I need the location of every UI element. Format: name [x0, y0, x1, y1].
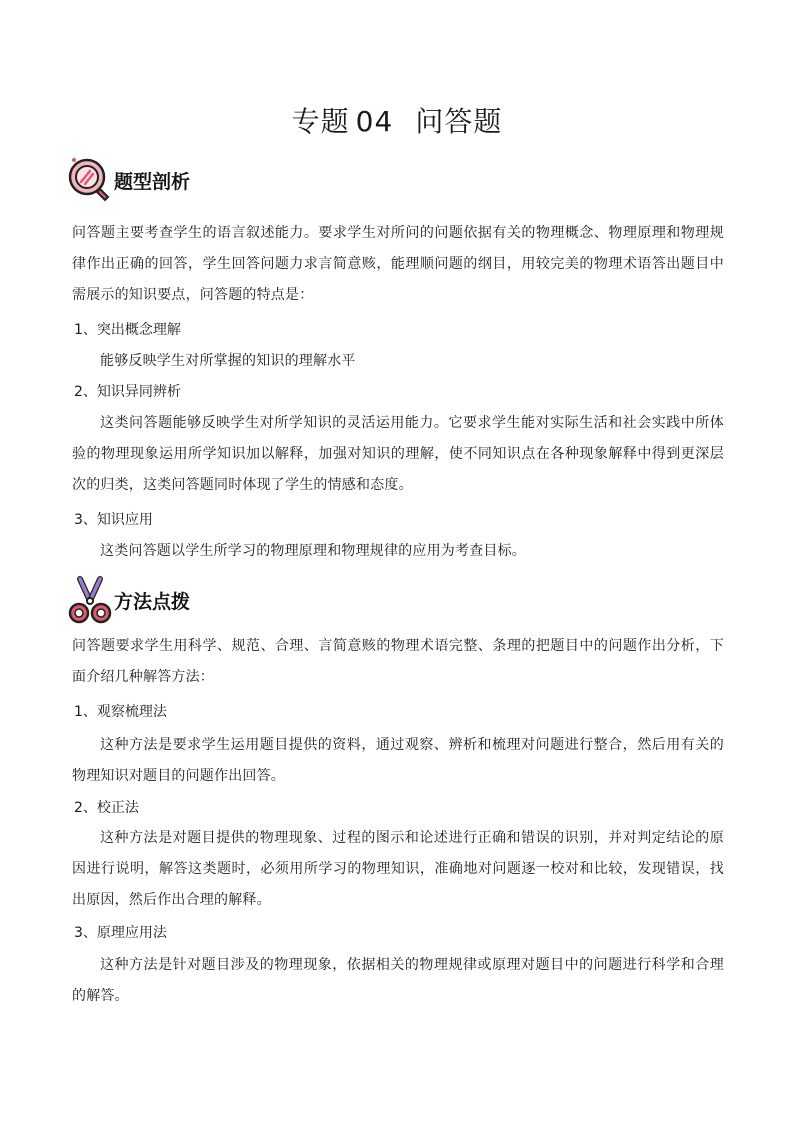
- section1-item-title: 3、知识应用: [74, 512, 153, 528]
- scissors-icon: [66, 575, 112, 625]
- section-heading-methods: [66, 572, 190, 628]
- section1-item-body: 能够反映学生对所掌握的知识的理解水平: [100, 353, 356, 369]
- title-prefix: 专题: [291, 105, 350, 138]
- section1-item-title: 2、知识异同辨析: [74, 384, 181, 400]
- section2-item-body: 这种方法是针对题目涉及的物理现象，依据相关的物理规律或原理对题目中的问题进行科学和合理的解答。: [72, 957, 724, 1004]
- section1-intro: 问答题主要考查学生的语言叙述能力。要求学生对所问的问题依据有关的物理概念、物理原理和物理规律作出正确的回答，学生回答问题力求言简意赅，能理顺问题的纲目，用较完美的物理术语答出题目中需展示的知识要点，问答题的特点是：: [72, 225, 724, 303]
- section2-item-title: 1、观察梳理法: [74, 704, 167, 720]
- magnifier-icon: [66, 155, 112, 205]
- section1-item-body: 这类问答题以学生所学习的物理原理和物理规律的应用为考查目标。: [100, 543, 526, 559]
- title-number: 04: [355, 105, 394, 138]
- section1-item-body: 这类问答题能够反映学生对所学知识的灵活运用能力。它要求学生能对实际生活和社会实践中所体验的物理现象运用所学知识加以解释，加强对知识的理解，使不同知识点在各种现象解释中得到更深层次的归类，这类问答题同时体现了学生的情感和态度。: [72, 415, 724, 493]
- section2-item-body: 这种方法是对题目提供的物理现象、过程的图示和论述进行正确和错误的识别，并对判定结论的原因进行说明，解答这类题时，必须用所学习的物理知识，准确地对问题逐一校对和比较，发现错误，找出原因，然后作出合理的解释。: [72, 830, 724, 908]
- section2-item-title: 2、校正法: [74, 800, 139, 816]
- section-heading-text: 方法点拨: [114, 590, 191, 613]
- section-heading-text: 题型剖析: [114, 170, 191, 193]
- section2-item-title: 3、原理应用法: [74, 925, 167, 941]
- title-name: 问答题: [415, 105, 503, 138]
- section-heading-analysis: [66, 152, 190, 208]
- section1-item-title: 1、突出概念理解: [74, 322, 181, 338]
- section2-intro: 问答题要求学生用科学、规范、合理、言简意赅的物理术语完整、条理的把题目中的问题作出分析，下面介绍几种解答方法：: [72, 638, 724, 685]
- page-title: [0, 100, 794, 140]
- section2-item-body: 这种方法是要求学生运用题目提供的资料，通过观察、辨析和梳理对问题进行整合，然后用有关的物理知识对题目的问题作出回答。: [72, 737, 724, 784]
